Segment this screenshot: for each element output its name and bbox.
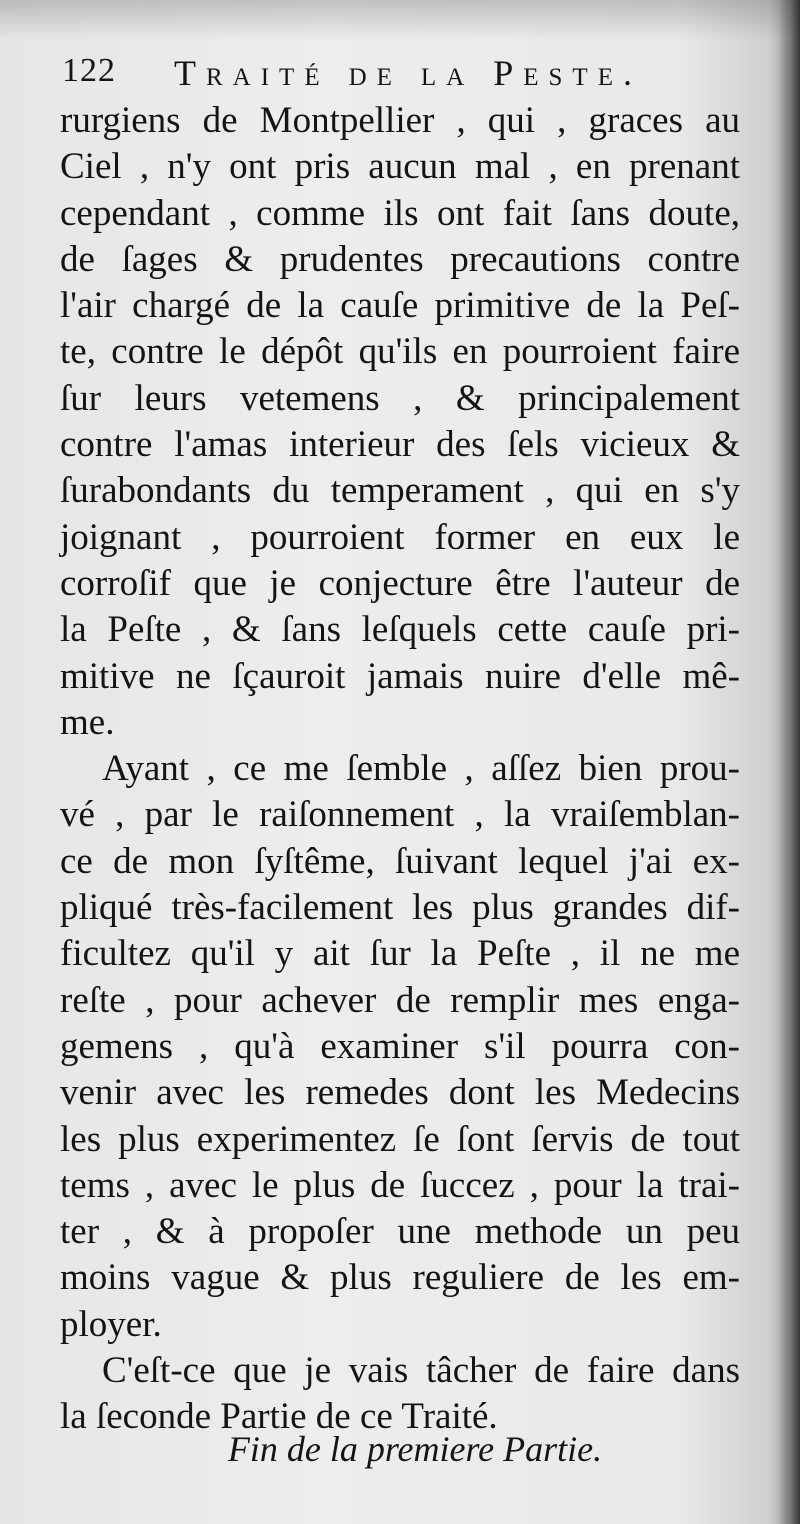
text-line: mitive ne ſçauroit jamais nuire d'elle mê- bbox=[60, 655, 740, 697]
text-line: ſur leurs vetemens , & principalement bbox=[60, 377, 740, 419]
text-line: les plus experimentez ſe ſont ſervis de tout bbox=[60, 1118, 740, 1160]
text-line: me. bbox=[60, 701, 115, 743]
text-line: contre l'amas interieur des ſels vicieux & bbox=[60, 424, 740, 466]
text-line: de ſages & prudentes precautions contre bbox=[60, 238, 740, 280]
running-title: Traité de la Peste. bbox=[174, 53, 642, 93]
text-line: gemens , qu'à examiner s'il pourra con- bbox=[60, 1025, 740, 1067]
text-line: vé , par le raiſonnement , la vraiſemblan- bbox=[60, 794, 740, 836]
text-line: ter , & à propoſer une methode un peu bbox=[60, 1211, 740, 1253]
text-line: Ciel , n'y ont pris aucun mal , en prenant bbox=[60, 146, 740, 188]
text-line: ployer. bbox=[60, 1303, 162, 1345]
page-gutter-shadow bbox=[778, 0, 800, 1524]
text-line: joignant , pourroient former en eux le bbox=[60, 516, 740, 558]
text-line: ce de mon ſyſtême, ſuivant lequel j'ai ex- bbox=[60, 840, 740, 882]
text-line: te, contre le dépôt qu'ils en pourroient faire bbox=[60, 331, 740, 373]
text-line: la ſeconde Partie de ce Traité. bbox=[60, 1396, 498, 1438]
page-shadow-top bbox=[0, 0, 800, 40]
text-line: tems , avec le plus de ſuccez , pour la trai- bbox=[60, 1164, 740, 1206]
text-line: C'eſt-ce que je vais tâcher de faire dans bbox=[102, 1350, 740, 1392]
text-line: reſte , pour achever de remplir mes enga- bbox=[60, 979, 740, 1021]
text-line: pliqué très-facilement les plus grandes dif- bbox=[60, 887, 740, 929]
text-line: l'air chargé de la cauſe primitive de la Peſ- bbox=[60, 285, 740, 327]
page-number: 122 bbox=[62, 52, 116, 89]
page-header bbox=[62, 52, 702, 100]
text-line: ficultez qu'il y ait ſur la Peſte , il ne me bbox=[60, 933, 740, 975]
text-line: corroſif que je conjecture être l'auteur de bbox=[60, 562, 740, 604]
text-line: rurgiens de Montpellier , qui , graces au bbox=[60, 100, 740, 141]
text-line: cependant , comme ils ont fait ſans doute, bbox=[60, 192, 740, 234]
text-line: venir avec les remedes dont les Medecins bbox=[60, 1072, 740, 1114]
text-line: la Peſte , & ſans leſquels cette cauſe pri- bbox=[60, 609, 740, 651]
text-line: Ayant , ce me ſemble , aſſez bien prou- bbox=[102, 748, 740, 790]
part-closing: Fin de la premiere Partie. bbox=[227, 1429, 603, 1469]
text-line: ſurabondants du temperament , qui en s'y bbox=[60, 470, 740, 512]
body-text bbox=[60, 98, 740, 1441]
text-line: moins vague & plus reguliere de les em- bbox=[60, 1257, 740, 1299]
